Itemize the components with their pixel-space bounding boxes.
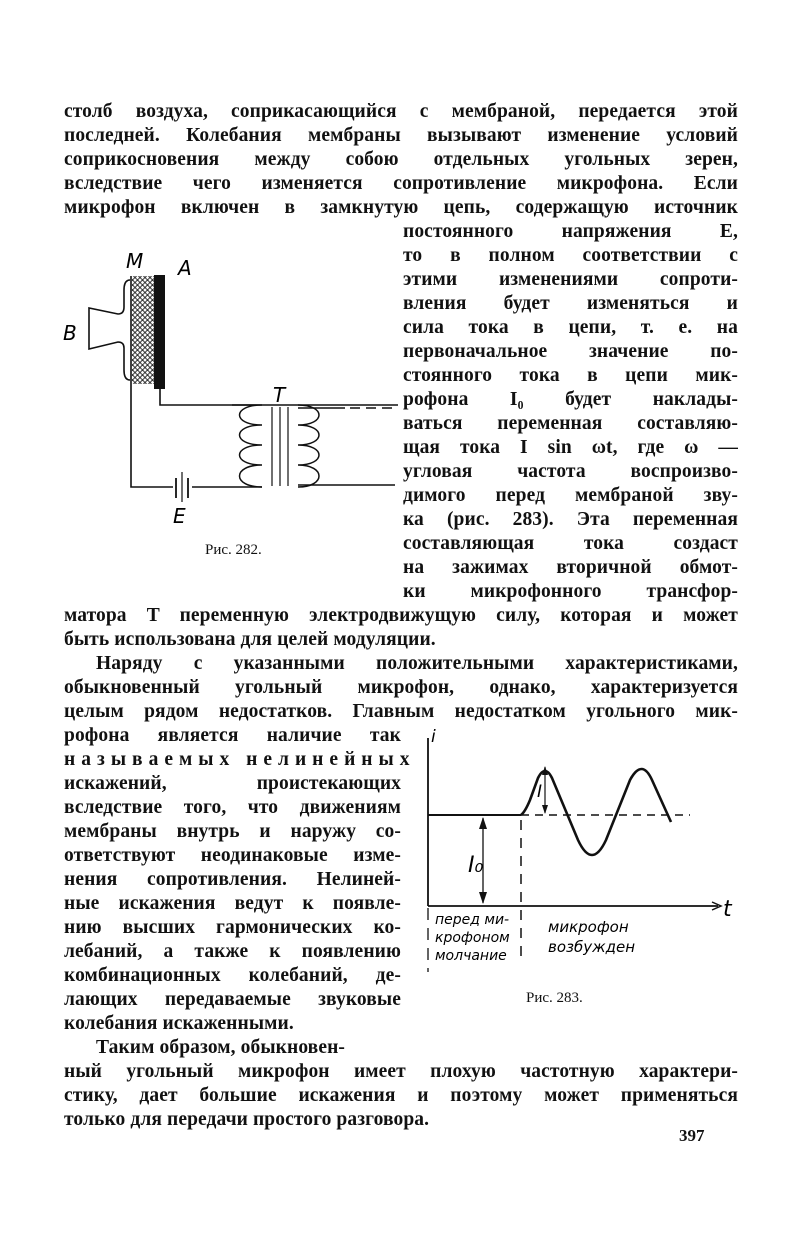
text-line: быть использована для целей модуляции. [64,629,436,650]
text-line: угловая частота воспроизво- [403,461,738,482]
text-line: Таким образом, обыкновен- [96,1037,346,1058]
text-line: целым рядом недостатков. Главным недостатком угольного мик- [64,701,738,722]
text-line: ные искажения ведут к появле- [64,893,401,914]
amplitude-arrow-head-down [542,805,548,814]
label-E: E [173,504,186,528]
label-B: B [63,321,77,345]
dc-label: I₀ [468,853,484,878]
label-A: A [178,256,192,280]
text-line: сила тока в цепи, т. е. на [403,317,738,338]
text-line: рофона является наличие так [64,725,401,746]
text-line: Наряду с указанными положительными характеристиками, [96,653,738,674]
text-line: искажений, проистекающих [64,773,401,794]
text-line: лающих передаваемые звуковые [64,989,401,1010]
text-line: щая тока I sin ωt, где ω — [403,437,738,458]
text-line: димого перед мембраной зву- [403,485,738,506]
text-line: комбинационных колебаний, де- [64,965,401,986]
text-line: первоначальное значение по- [403,341,738,362]
text-line: постоянного напряжения E, [403,221,738,242]
text-line: называемых нелинейных [64,749,416,770]
text-line: рофона I₀ будет наклады- [403,389,738,410]
text-line: последней. Колебания мембраны вызывают изменение условий [64,125,738,146]
text-line: лебаний, а также к появлению [64,941,401,962]
text-line: стоянного тока в цепи мик- [403,365,738,386]
text-line: нию высших гармонических ко- [64,917,401,938]
text-line: обыкновенный угольный микрофон, однако, характеризуется [64,677,738,698]
figure-283-caption: Рис. 283. [526,990,583,1006]
amplitude-label: I [537,782,543,802]
text-line: то в полном соответствии с [403,245,738,266]
text-line: столб воздуха, соприкасающийся с мембраной, передается этой [64,101,738,122]
text-line: вследствие того, что движениям [64,797,401,818]
text-line: вления будет изменяться и [403,293,738,314]
y-axis-label: i [431,727,436,747]
text-line: ки микрофонного трансфор- [403,581,738,602]
text-line: этими изменениями сопроти- [403,269,738,290]
dc-arrow-head-up [479,817,487,829]
text-line: только для передачи простого разговора. [64,1109,430,1130]
page-number: 397 [679,1126,705,1145]
text-line: нения сопротивления. Нелиней- [64,869,401,890]
text-line: матора T переменную электродвижущую силу, которая и может [64,605,738,626]
text-line: ваться переменная составляю- [403,413,738,434]
text-line: мембраны внутрь и наружу со- [64,821,401,842]
silent-region-label: крофоном [435,930,510,946]
excited-region-label: микрофон [548,918,629,936]
text-line: ка (рис. 283). Эта переменная [403,509,738,530]
text-line: колебания искаженными. [64,1013,294,1034]
label-M: M [126,249,144,273]
text-line: ответствуют неодинаковые изме- [64,845,401,866]
text-line: соприкосновения между собою отдельных угольных зерен, [64,149,738,170]
silent-region-label: перед ми- [435,912,510,928]
x-axis-label: t [723,897,732,922]
figure-282-caption: Рис. 282. [205,542,262,558]
text-line: микрофон включен в замкнутую цепь, содержащую источник [64,197,738,218]
dc-arrow-head-down [479,892,487,904]
excited-region-label: возбужден [548,938,636,956]
label-T: T [273,383,286,407]
text-line: вследствие чего изменяется сопротивление микрофона. Если [64,173,738,194]
ac-waveform [521,769,671,855]
text-line: составляющая тока создаст [403,533,738,554]
silent-region-label: молчание [435,948,507,964]
text-line: ный угольный микрофон имеет плохую частотную характери- [64,1061,738,1082]
text-line: стику, дает большие искажения и поэтому может применяться [64,1085,738,1106]
text-line: на зажимах вторичной обмот- [403,557,738,578]
